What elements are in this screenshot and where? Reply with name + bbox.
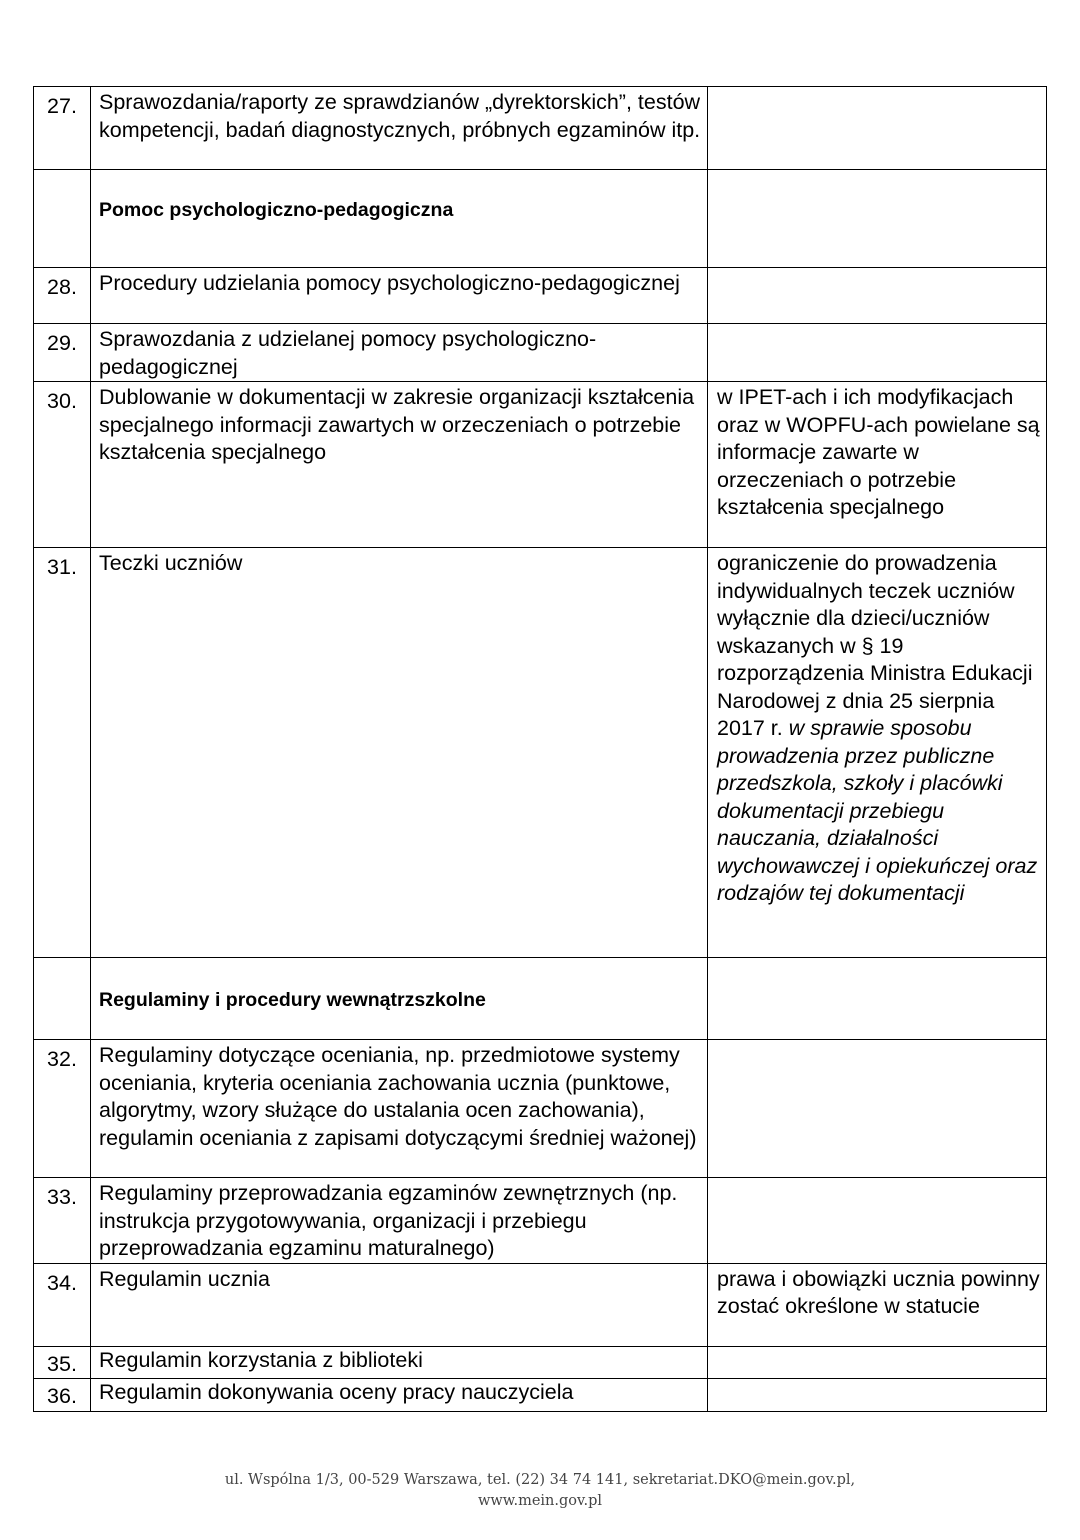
- row-note: [708, 268, 1047, 324]
- row-description: Regulamin korzystania z biblioteki: [91, 1346, 708, 1379]
- row-description: Sprawozdania z udzielanej pomocy psychologiczno-pedagogicznej: [91, 324, 708, 382]
- table-row: [34, 1379, 1047, 1412]
- row-number: [34, 170, 91, 268]
- row-number: [34, 958, 91, 1040]
- footer-address: ul. Wspólna 1/3, 00-529 Warszawa, tel. (22) 34 74 141, sekretariat.DKO@mein.gov.pl,: [224, 1472, 856, 1488]
- footer-website: www.mein.gov.pl: [477, 1493, 603, 1509]
- row-number: 36.: [34, 1379, 91, 1412]
- section-heading-row: [34, 170, 1047, 268]
- table-row: [34, 1040, 1047, 1178]
- row-number: 27.: [34, 87, 91, 170]
- row-number: 30.: [34, 382, 91, 548]
- row-note: [708, 1379, 1047, 1412]
- row-note: [708, 1040, 1047, 1178]
- row-note: prawa i obowiązki ucznia powinny zostać określone w statucie: [708, 1263, 1047, 1346]
- row-description: Regulamin ucznia: [91, 1263, 708, 1346]
- table-row: [34, 548, 1047, 958]
- row-number: 29.: [34, 324, 91, 382]
- row-number: 32.: [34, 1040, 91, 1178]
- row-number: 31.: [34, 548, 91, 958]
- table-row: [34, 1263, 1047, 1346]
- section-heading: Pomoc psychologiczno-pedagogiczna: [91, 170, 708, 268]
- row-note: [708, 170, 1047, 268]
- table-row: [34, 382, 1047, 548]
- row-description: Teczki uczniów: [91, 548, 708, 958]
- section-heading: Regulaminy i procedury wewnątrzszkolne: [91, 958, 708, 1040]
- row-number: 34.: [34, 1263, 91, 1346]
- row-note: w IPET-ach i ich modyfikacjach oraz w WOPFU-ach powielane są informacje zawarte w orzeczeniach o potrzebie kształcenia specjalnego: [708, 382, 1047, 548]
- row-description: Sprawozdania/raporty ze sprawdzianów „dyrektorskich”, testów kompetencji, badań diagnostycznych, próbnych egzaminów itp.: [91, 87, 708, 170]
- row-note: [708, 1346, 1047, 1379]
- table-row: [34, 1346, 1047, 1379]
- document-table: [33, 86, 1047, 1412]
- table-row: [34, 324, 1047, 382]
- row-number: 28.: [34, 268, 91, 324]
- row-note: [708, 324, 1047, 382]
- row-description: Regulaminy dotyczące oceniania, np. przedmiotowe systemy oceniania, kryteria oceniania zachowania ucznia (punktowe, algorytmy, wzory służące do ustalania ocen zachowania), regulamin oceniania z zapisami dotyczącymi średniej ważonej): [91, 1040, 708, 1178]
- note-regular-text: ograniczenie do prowadzenia indywidualnych teczek uczniów wyłącznie dla dzieci/uczniów wskazanych w § 19 rozporządzenia Ministra Edukacji Narodowej z dnia 25 sierpnia 2017 r.: [717, 551, 1033, 740]
- table-row: [34, 1178, 1047, 1264]
- row-number: 33.: [34, 1178, 91, 1264]
- row-description: Regulamin dokonywania oceny pracy nauczyciela: [91, 1379, 708, 1412]
- row-note: [708, 548, 1047, 958]
- row-note: [708, 87, 1047, 170]
- row-note: [708, 958, 1047, 1040]
- table-row: [34, 268, 1047, 324]
- table-row: [34, 87, 1047, 170]
- row-description: Dublowanie w dokumentacji w zakresie organizacji kształcenia specjalnego informacji zawartych w orzeczeniach o potrzebie kształcenia specjalnego: [91, 382, 708, 548]
- section-heading-row: [34, 958, 1047, 1040]
- row-description: Procedury udzielania pomocy psychologiczno-pedagogicznej: [91, 268, 708, 324]
- row-number: 35.: [34, 1346, 91, 1379]
- row-note: [708, 1178, 1047, 1264]
- row-description: Regulaminy przeprowadzania egzaminów zewnętrznych (np. instrukcja przygotowywania, organizacji i przebiegu przeprowadzania egzaminu maturalnego): [91, 1178, 708, 1264]
- note-italic-text: w sprawie sposobu prowadzenia przez publiczne przedszkola, szkoły i placówki dokumentacji przebiegu nauczania, działalności wychowawczej i opiekuńczej oraz rodzajów tej dokumentacji: [717, 716, 1038, 905]
